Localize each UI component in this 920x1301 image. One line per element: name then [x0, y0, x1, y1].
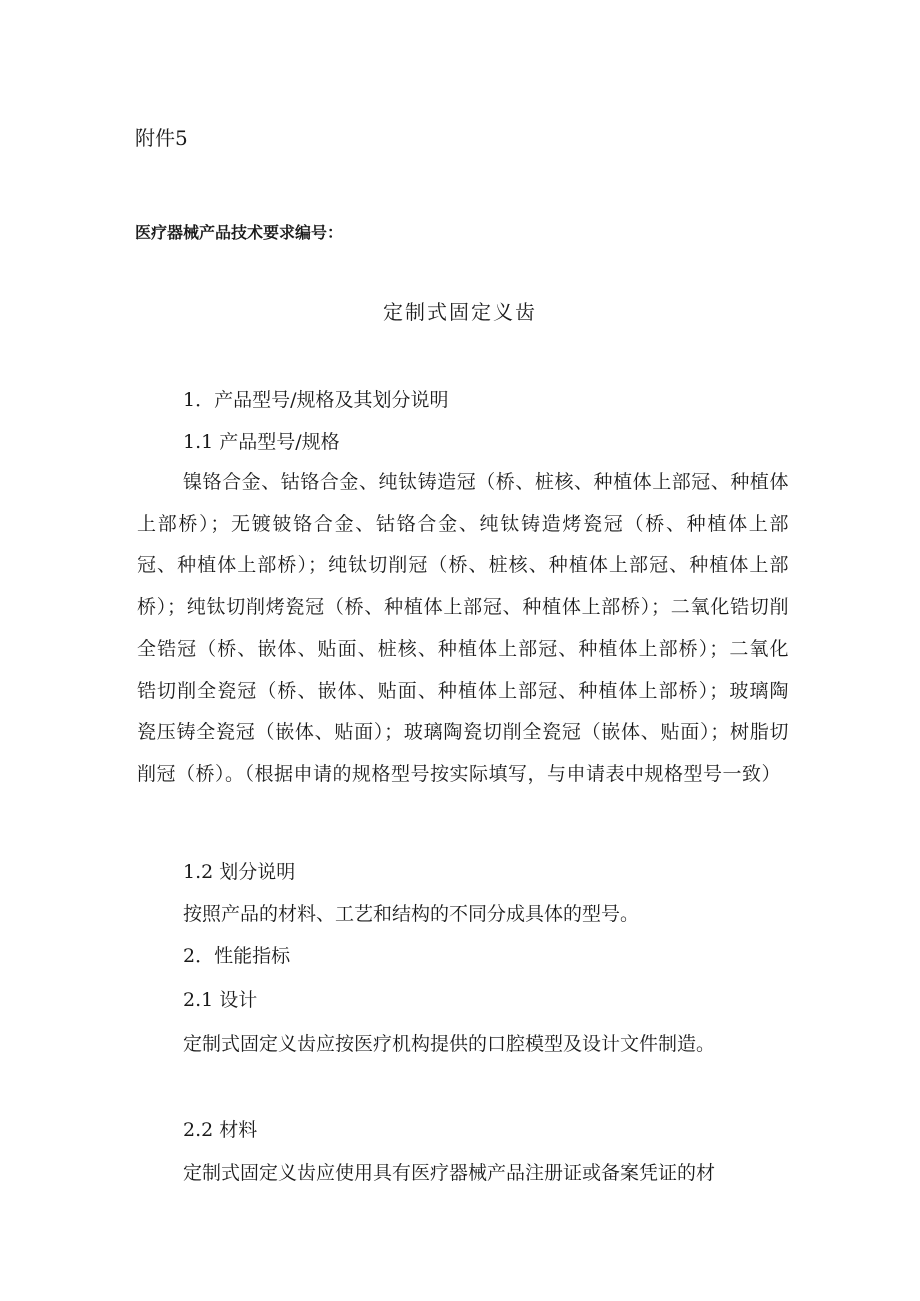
section-2-1-heading: 2.1 设计: [183, 989, 258, 1011]
document-title: 定制式固定义齿: [383, 300, 537, 324]
section-1-1-paragraph: 镍铬合金、钴铬合金、纯钛铸造冠（桥、桩核、种植体上部冠、种植体上部桥）；无镀铍铬合金、钴铬合金、纯钛铸造烤瓷冠（桥、种植体上部冠、种植体上部桥）；纯钛切削冠（桥、桩核、种植体上部冠、种植体上部桥）；纯钛切削烤瓷冠（桥、种植体上部冠、种植体上部桥）；二氧化锆切削全锆冠（桥、嵌体、贴面、桩核、种植体上部冠、种植体上部桥）；二氧化锆切削全瓷冠（桥、嵌体、贴面、种植体上部冠、种植体上部桥）；玻璃陶瓷压铸全瓷冠（嵌体、贴面）；玻璃陶瓷切削全瓷冠（嵌体、贴面）；树脂切削冠（桥）。（根据申请的规格型号按实际填写，与申请表中规格型号一致）: [137, 471, 789, 785]
section-2-heading: 2．性能指标: [183, 945, 291, 967]
attachment-label: 附件5: [135, 126, 188, 150]
section-1-1-heading: 1.1 产品型号/规格: [183, 431, 340, 453]
section-1-2-paragraph: 按照产品的材料、工艺和结构的不同分成具体的型号。: [183, 903, 640, 925]
section-2-2-heading: 2.2 材料: [183, 1119, 258, 1141]
tech-requirement-number-label: 医疗器械产品技术要求编号：: [135, 223, 344, 242]
section-2-2-paragraph: 定制式固定义齿应使用具有医疗器械产品注册证或备案凭证的材: [183, 1162, 716, 1184]
section-1-2-heading: 1.2 划分说明: [183, 861, 296, 883]
section-1-heading: 1．产品型号/规格及其划分说明: [183, 389, 449, 411]
section-2-1-paragraph: 定制式固定义齿应按医疗机构提供的口腔模型及设计文件制造。: [183, 1033, 716, 1055]
